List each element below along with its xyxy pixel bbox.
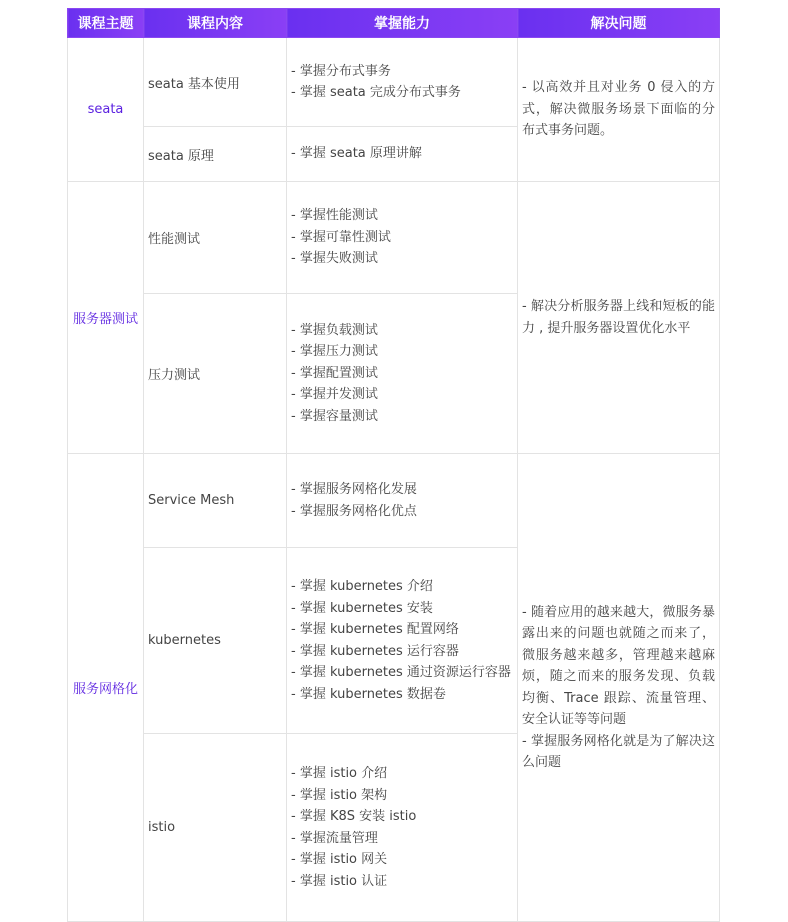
skill-item: - 掌握流量管理 (291, 830, 378, 846)
skill-item: - 掌握 kubernetes 安装 (291, 600, 433, 616)
skill-item: - 掌握 K8S 安装 istio (291, 809, 417, 824)
skills-cell (287, 127, 518, 182)
header-skills: 掌握能力 (287, 9, 518, 38)
content-cell: kubernetes (144, 548, 287, 734)
skill-item: - 掌握失败测试 (291, 251, 378, 267)
topic-cell: 服务网格化 (68, 454, 144, 922)
skill-item: - 掌握可靠性测试 (291, 229, 391, 245)
skill-item: - 掌握 istio 认证 (291, 873, 388, 889)
problem-text: - 随着应用的越来越大，微服务暴露出来的问题也就随之而来了，微服务越来越多，管理越来越麻烦，随之而来的服务发现、负载均衡、Trace 跟踪、流量管理、安全认证等等问题 (522, 604, 715, 727)
content-cell: istio (144, 734, 287, 922)
skills-cell (287, 454, 518, 548)
topic-cell: 服务器测试 (68, 182, 144, 454)
skill-item: - 掌握 istio 网关 (291, 852, 388, 867)
skill-item: - 掌握 istio 介绍 (291, 766, 388, 781)
content-cell: 压力测试 (144, 294, 287, 454)
problem-text: - 解决分析服务器上线和短板的能力 , 提升服务器设置优化水平 (522, 299, 715, 336)
problem-cell (518, 38, 720, 182)
skills-cell (287, 294, 518, 454)
problem-cell (518, 182, 720, 454)
problem-text: - 掌握服务网格化就是为了解决这么问题 (522, 733, 715, 770)
course-table (67, 8, 720, 922)
header-problem: 解决问题 (518, 9, 720, 38)
content-cell: Service Mesh (144, 454, 287, 548)
header-content: 课程内容 (144, 9, 287, 38)
skills-cell (287, 734, 518, 922)
skill-item: - 掌握 istio 架构 (291, 787, 388, 803)
skill-item: - 掌握 kubernetes 通过资源运行容器 (291, 665, 511, 680)
table-row (68, 182, 720, 294)
content-cell: seata 原理 (144, 127, 287, 182)
skill-item: - 掌握性能测试 (291, 208, 378, 224)
skill-item: - 掌握容量测试 (291, 408, 378, 424)
skill-item: - 掌握分布式事务 (291, 63, 391, 79)
skills-cell (287, 548, 518, 734)
problem-cell (518, 454, 720, 922)
skill-item: - 掌握 kubernetes 运行容器 (291, 643, 459, 659)
header-row (68, 9, 720, 38)
skill-item: - 掌握压力测试 (291, 344, 378, 360)
skills-cell (287, 182, 518, 294)
skill-item: - 掌握 kubernetes 数据卷 (291, 686, 446, 702)
skill-item: - 掌握 seata 完成分布式事务 (291, 85, 461, 100)
problem-text: - 以高效并且对业务 0 侵入的方式，解决微服务场景下面临的分布式事务问题。 (522, 80, 715, 139)
skill-item: - 掌握 kubernetes 介绍 (291, 579, 433, 594)
content-cell: seata 基本使用 (144, 38, 287, 127)
skills-cell (287, 38, 518, 127)
skill-item: - 掌握并发测试 (291, 387, 378, 403)
skill-item: - 掌握服务网格化发展 (291, 482, 417, 497)
topic-cell: seata (68, 38, 144, 182)
skill-item: - 掌握 seata 原理讲解 (291, 146, 422, 162)
skill-item: - 掌握配置测试 (291, 365, 378, 381)
skill-item: - 掌握负载测试 (291, 322, 378, 338)
table-row (68, 38, 720, 127)
table-row (68, 454, 720, 548)
skill-item: - 掌握服务网格化优点 (291, 503, 417, 519)
skill-item: - 掌握 kubernetes 配置网络 (291, 622, 459, 637)
content-cell: 性能测试 (144, 182, 287, 294)
header-topic: 课程主题 (68, 9, 144, 38)
